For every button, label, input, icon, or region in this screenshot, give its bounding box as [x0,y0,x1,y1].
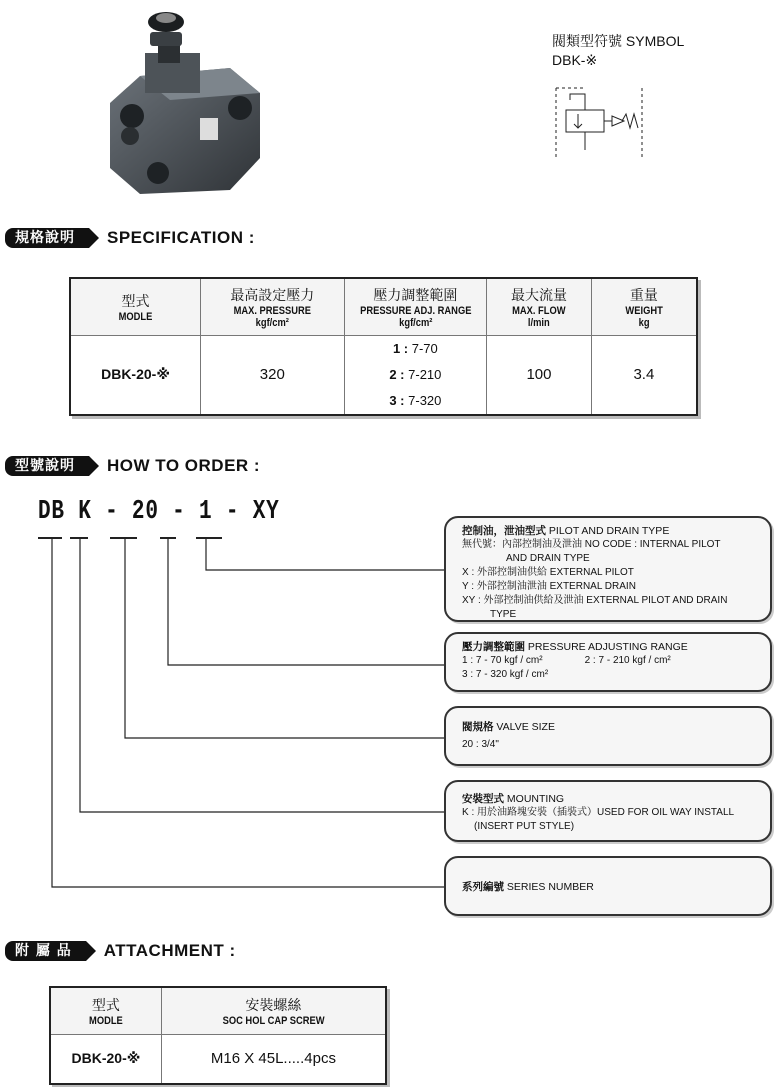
attach-heading [5,940,236,962]
order-code-size: 20 [131,497,159,527]
order-code-dash: - [105,497,119,527]
spec-range-item: 3 : 7-320 [389,392,442,408]
attach-model-value: DBK-20-※ [50,1034,161,1084]
order-code-dash: - [172,497,186,527]
spec-header-model: 型式 MODLE [70,278,201,335]
spec-range-item: 1 : 7-70 [392,340,438,356]
symbol-title: 閥類型符號 SYMBOL [552,33,685,49]
spec-max-flow-value: 100 [487,335,592,415]
spec-header-max-pressure: 最高設定壓力 MAX. PRESSURE kgf/cm² [201,278,345,335]
spec-model-value: DBK-20-※ [70,335,201,415]
order-code-series: DB [38,497,65,527]
attach-header-screw: 安裝螺絲 SOC HOL CAP SCREW [161,987,386,1034]
order-heading-badge: 型號說明 [5,456,89,476]
callout-pressure-range: 壓力調整範圍 PRESSURE ADJUSTING RANGE 1 : 7 - 70 kgf / cm² 2 : 7 - 210 kgf / cm² 3 : 7 - 320 kgf / cm² [444,632,772,692]
callout-pilot-drain: 控制油，泄油型式 PILOT AND DRAIN TYPE 無代號：內部控制油及泄油 NO CODE : INTERNAL PILOT AND DRAIN TYPE X : 外部控制油供給 EXTERNAL PILOT Y : 外部控制油泄油 EXTERNAL DRAIN XY : 外部控制油供給及泄油 EXTERNAL PILOT AND DRAIN TYPE [444,516,772,622]
callout-series-number: 系列編號 SERIES NUMBER [444,856,772,916]
spec-weight-value: 3.4 [591,335,697,415]
attachment-table [49,986,387,1085]
attach-screw-value: M16 X 45L.....4pcs [161,1034,386,1084]
order-code-pressure: 1 [199,497,213,527]
order-heading-label: HOW TO ORDER : [107,456,261,475]
callout-mounting: 安裝型式 MOUNTING K : 用於油路塊安裝（插裝式）USED FOR OIL WAY INSTALL (INSERT PUT STYLE) [444,780,772,842]
spec-max-pressure-value: 320 [201,335,345,415]
order-code-mounting: K [78,497,92,527]
symbol-model: DBK-※ [552,52,598,68]
attach-heading-label: ATTACHMENT : [103,941,236,960]
spec-range-item: 2 : 7-210 [389,366,442,382]
spec-header-pressure-range: 壓力調整範圍 PRESSURE ADJ. RANGE kgf/cm² [344,278,487,335]
spec-header-max-flow: 最大流量 MAX. FLOW l/min [487,278,592,335]
spec-heading-badge: 規格說明 [5,228,89,248]
order-code-dash: - [225,497,240,527]
attach-heading-badge: 附 屬 品 [5,941,86,961]
callout-valve-size: 閥規格 VALVE SIZE 20 : 3/4" [444,706,772,766]
spec-header-weight: 重量 WEIGHT kg [591,278,697,335]
attach-header-model: 型式 MODLE [50,987,161,1034]
order-code-pilot: XY [252,497,280,527]
spec-heading-label: SPECIFICATION : [107,228,255,247]
